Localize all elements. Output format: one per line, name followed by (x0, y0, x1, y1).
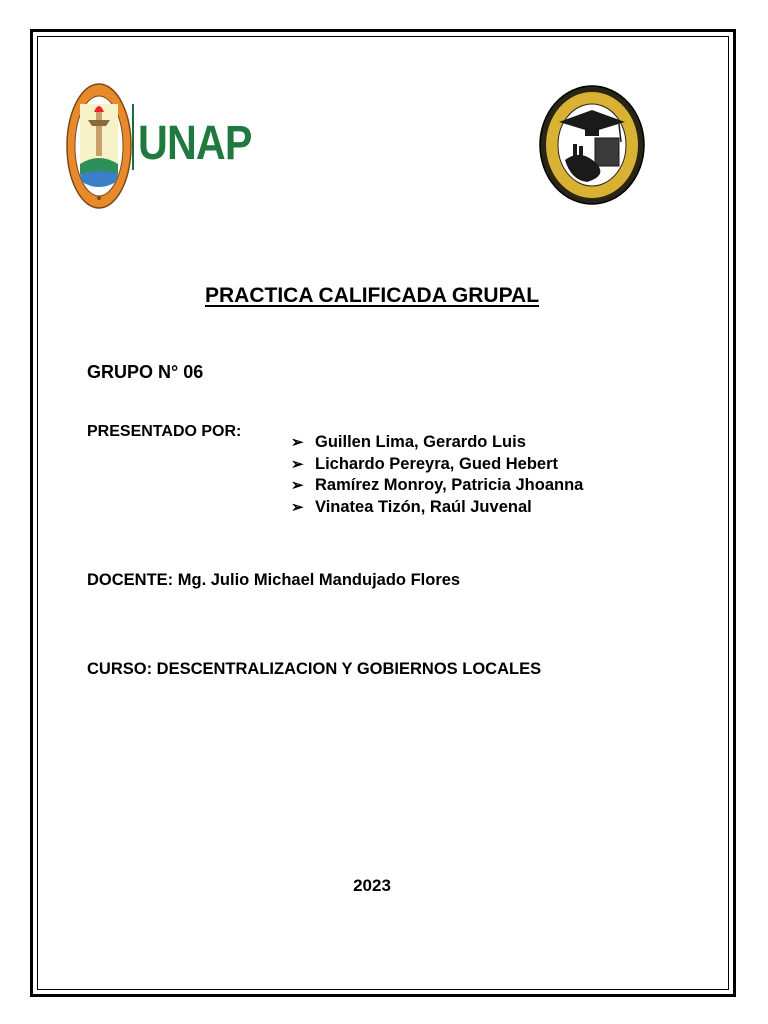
member-name: Vinatea Tizón, Raúl Juvenal (315, 497, 532, 516)
member-name: Ramírez Monroy, Patricia Jhoanna (315, 476, 584, 494)
list-item (291, 432, 583, 454)
logo-divider (132, 104, 134, 170)
arrow-bullet-icon: ➢ (291, 477, 304, 494)
members-list (291, 432, 583, 518)
document-title (0, 282, 744, 310)
arrow-bullet-icon: ➢ (291, 455, 304, 473)
member-name: Lichardo Pereyra, Gued Hebert (315, 454, 558, 473)
list-item (291, 497, 583, 519)
document-title-text: PRACTICA CALIFICADA GRUPAL (204, 284, 540, 307)
list-item (291, 454, 583, 476)
university-seal-icon (66, 82, 132, 210)
list-item (291, 475, 583, 497)
group-number: GRUPO N° 06 (87, 362, 204, 382)
arrow-bullet-icon: ➢ (291, 498, 304, 516)
course-line: CURSO: DESCENTRALIZACION Y GOBIERNOS LOCALES (87, 660, 542, 678)
postgraduate-school-seal-icon (537, 84, 647, 206)
member-name: Guillen Lima, Gerardo Luis (315, 433, 526, 451)
arrow-bullet-icon: ➢ (291, 434, 304, 451)
unap-logo-text: UNAP (138, 117, 252, 170)
presented-by-label: PRESENTADO POR: (87, 423, 242, 440)
teacher-line: DOCENTE: Mg. Julio Michael Mandujado Flores (87, 571, 461, 589)
year: 2023 (353, 876, 391, 895)
